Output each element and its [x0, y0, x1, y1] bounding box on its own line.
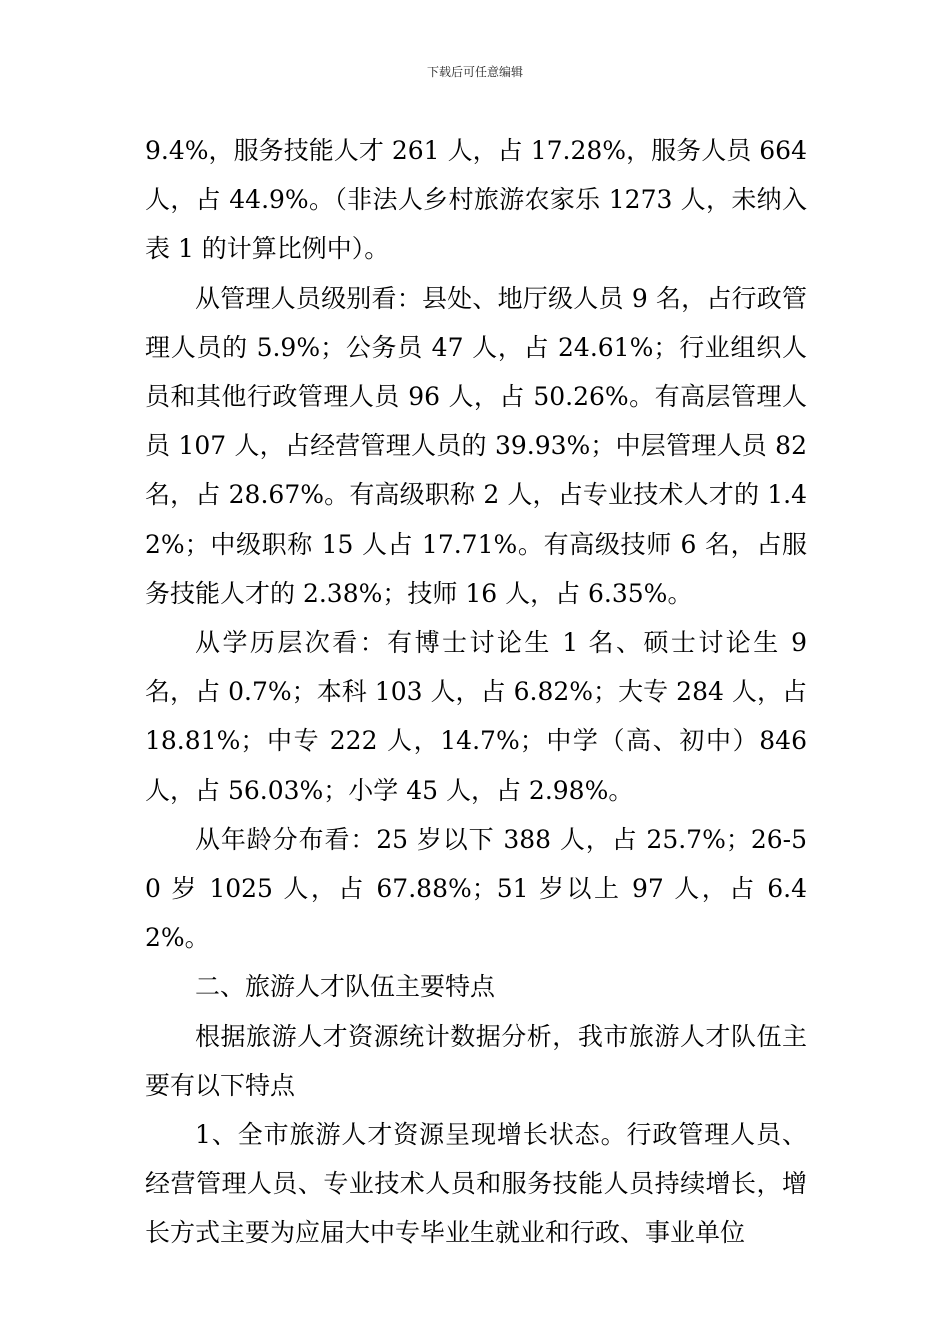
paragraph-management-level: 从管理人员级别看：县处、地厅级人员 9 名，占行政管理人员的 5.9%；公务员 47 人，占 24.61%；行业组织人员和其他行政管理人员 96 人，占 50.26%。有高层管理人员 107 人，占经营管理人员的 39.93%；中层管理人员 82 名，占 28.67%。有高级职称 2 人，占专业技术人才的 1.42%；中级职称 15 人占 17.71%。有高级技师 6 名，占服务技能人才的 2.38%；技师 16 人，占 6.35%。	[145, 283, 807, 608]
paragraph-continuation: 9.4%，服务技能人才 261 人，占 17.28%，服务人员 664 人，占 44.9%。（非法人乡村旅游农家乐 1273 人，未纳入表 1 的计算比例中）。	[145, 136, 807, 264]
document-body	[145, 126, 807, 1258]
page-header: 下载后可任意编辑	[426, 65, 523, 79]
paragraph-growth-status: 1、全市旅游人才资源呈现增长状态。行政管理人员、经营管理人员、专业技术人员和服务技能人员持续增长，增长方式主要为应届大中专毕业生就业和行政、事业单位	[145, 1120, 807, 1248]
paragraph-education-level: 从学历层次看：有博士讨论生 1 名、硕士讨论生 9 名，占 0.7%；本科 103 人，占 6.82%；大专 284 人，占 18.81%；中专 222 人，14.7%；中学（高、初中）846 人，占 56.03%；小学 45 人，占 2.98%。	[145, 628, 807, 805]
section-heading: 二、旅游人才队伍主要特点	[195, 972, 496, 1002]
paragraph-age-distribution: 从年龄分布看：25 岁以下 388 人，占 25.7%；26-50 岁 1025 人，占 67.88%；51 岁以上 97 人，占 6.42%。	[145, 824, 807, 953]
paragraph-characteristics-intro: 根据旅游人才资源统计数据分析，我市旅游人才队伍主要有以下特点	[145, 1021, 807, 1100]
